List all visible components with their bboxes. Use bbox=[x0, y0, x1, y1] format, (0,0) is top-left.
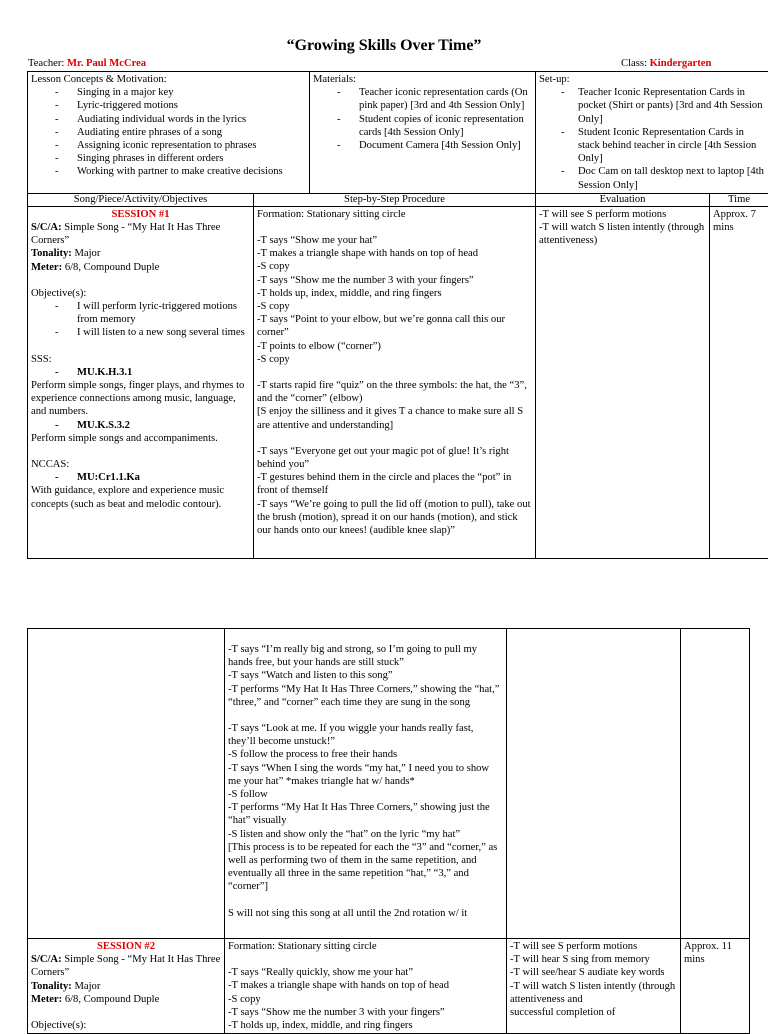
session2-row bbox=[28, 939, 750, 1034]
tonality-label: Tonality: bbox=[31, 248, 72, 259]
procedure-line: -T makes a triangle shape with hands on top of head bbox=[257, 247, 532, 260]
concepts-list bbox=[31, 86, 306, 178]
concept-item: - Singing phrases in different orders bbox=[31, 152, 306, 165]
session1-procedure-cell bbox=[254, 206, 536, 558]
meter-label: Meter: bbox=[31, 994, 62, 1005]
concept-item: - Working with partner to make creative decisions bbox=[31, 165, 306, 178]
session2-sca bbox=[31, 953, 221, 979]
setup-list bbox=[539, 86, 765, 192]
concept-item: - Lyric-triggered motions bbox=[31, 99, 306, 112]
material-item: - Student copies of iconic representation cards [4th Session Only] bbox=[313, 113, 532, 139]
continuation-time-cell bbox=[681, 629, 750, 939]
objectives-title: Objective(s): bbox=[31, 1019, 221, 1032]
document-title: “Growing Skills Over Time” bbox=[0, 36, 768, 56]
procedure-line: S will not sing this song at all until the 2nd rotation w/ it bbox=[228, 907, 503, 920]
lesson-table-page1 bbox=[27, 71, 768, 559]
standard-code: - MU:Cr1.1.Ka bbox=[31, 471, 250, 484]
tonality-text: Major bbox=[72, 248, 101, 259]
objectives-title: Objective(s): bbox=[31, 287, 250, 300]
procedure-line: -S copy bbox=[257, 260, 532, 273]
evaluation-line: -T will watch S listen intently (through attentiveness and bbox=[510, 980, 677, 1006]
sca-label: S/C/A: bbox=[31, 954, 62, 965]
session1-meter bbox=[31, 261, 250, 274]
procedure-line: -S follow the process to free their hands bbox=[228, 748, 503, 761]
procedure-line: -T says “Really quickly, show me your hat” bbox=[228, 966, 503, 979]
session2-time-cell: Approx. 11 mins bbox=[681, 939, 750, 1034]
tonality-text: Major bbox=[72, 981, 101, 992]
procedure-line: Formation: Stationary sitting circle bbox=[257, 208, 532, 221]
procedure-line: -S copy bbox=[257, 353, 532, 366]
procedure-line: -T performs “My Hat It Has Three Corners,” showing just the “hat” visually bbox=[228, 801, 503, 827]
sca-text: Simple Song - “My Hat It Has Three Corners” bbox=[31, 222, 220, 246]
class-label: Class: bbox=[621, 58, 650, 69]
evaluation-line: -T will see S perform motions bbox=[539, 208, 706, 221]
standard-code-list bbox=[31, 366, 250, 379]
evaluation-line: successful completion of bbox=[510, 1006, 677, 1019]
continuation-procedure-cell bbox=[225, 629, 507, 939]
session1-sca bbox=[31, 221, 250, 247]
materials-title: Materials: bbox=[313, 73, 532, 86]
continuation-evaluation-cell bbox=[507, 629, 681, 939]
col-header-time: Time bbox=[710, 193, 768, 206]
standard-code: - MU.K.H.3.1 bbox=[31, 366, 250, 379]
standard-text: Perform simple songs and accompaniments. bbox=[31, 432, 250, 445]
teacher-label: Teacher: bbox=[28, 58, 67, 69]
evaluation-line: -T will see S perform motions bbox=[510, 940, 677, 953]
objective-item: - I will listen to a new song several times bbox=[31, 326, 250, 339]
sss-title: SSS: bbox=[31, 353, 250, 366]
setup-item: - Doc Cam on tall desktop next to laptop [4th Session Only] bbox=[539, 165, 765, 191]
meter-text: 6/8, Compound Duple bbox=[62, 994, 159, 1005]
procedure-line: Formation: Stationary sitting circle bbox=[228, 940, 503, 953]
session1-row bbox=[28, 206, 768, 558]
lesson-table-page2 bbox=[27, 628, 750, 1034]
material-item: - Teacher iconic representation cards (On pink paper) [3rd and 4th Session Only] bbox=[313, 86, 532, 112]
session1-label: SESSION #1 bbox=[31, 208, 250, 221]
procedure-line: -T gestures behind them in the circle and places the “pot” in front of themself bbox=[257, 471, 532, 497]
evaluation-line: -T will see/hear S audiate key words bbox=[510, 966, 677, 979]
meter-label: Meter: bbox=[31, 262, 62, 273]
teacher-line bbox=[28, 57, 146, 70]
concept-item: - Audiating individual words in the lyrics bbox=[31, 113, 306, 126]
procedure-line: -S copy bbox=[257, 300, 532, 313]
meter-text: 6/8, Compound Duple bbox=[62, 262, 159, 273]
procedure-line: -T holds up, index, middle, and ring fingers bbox=[257, 287, 532, 300]
session2-label: SESSION #2 bbox=[31, 940, 221, 953]
sca-label: S/C/A: bbox=[31, 222, 62, 233]
concepts-cell bbox=[28, 72, 310, 194]
session1-time-cell: Approx. 7 mins bbox=[710, 206, 768, 558]
standard-code-list bbox=[31, 471, 250, 484]
procedure-line: -T says “Everyone get out your magic pot of glue! It’s right behind you” bbox=[257, 445, 532, 471]
concepts-title: Lesson Concepts & Motivation: bbox=[31, 73, 306, 86]
procedure-line: [S enjoy the silliness and it gives T a chance to make sure all S are attentive and understanding] bbox=[257, 405, 532, 431]
objectives-list bbox=[31, 300, 250, 340]
concept-item: - Assigning iconic representation to phrases bbox=[31, 139, 306, 152]
procedure-line: -T says “Point to your elbow, but we’re gonna call this our corner” bbox=[257, 313, 532, 339]
procedure-line: -T says “Show me the number 3 with your fingers” bbox=[257, 274, 532, 287]
procedure-line: -T performs “My Hat It Has Three Corners,” showing the “hat,” “three,” and “corner” each time they are sung in the song bbox=[228, 683, 503, 709]
col-header-song: Song/Piece/Activity/Objectives bbox=[28, 193, 254, 206]
session2-objectives-cell bbox=[28, 939, 225, 1034]
materials-list bbox=[313, 86, 532, 152]
procedure-line: -T says “Show me the number 3 with your fingers” bbox=[228, 1006, 503, 1019]
procedure-line: [This process is to be repeated for each the “3” and “corner,” as well as performing two of them in the same repetition, and eventually all three in the same repetition “hat,” “3,” and “corner”] bbox=[228, 841, 503, 894]
procedure-line: -S copy bbox=[228, 993, 503, 1006]
concept-item: - Audiating entire phrases of a song bbox=[31, 126, 306, 139]
procedure-line: -T holds up, index, middle, and ring fingers bbox=[228, 1019, 503, 1032]
evaluation-line: -T will watch S listen intently (through attentiveness) bbox=[539, 221, 706, 247]
material-item: - Document Camera [4th Session Only] bbox=[313, 139, 532, 152]
procedure-line: -T points to elbow (“corner”) bbox=[257, 340, 532, 353]
procedure-line: -T says “When I sing the words “my hat,” I need you to show me your hat” *makes triangle hat w/ hands* bbox=[228, 762, 503, 788]
continuation-row bbox=[28, 629, 750, 939]
session1-tonality bbox=[31, 247, 250, 260]
class-name: Kindergarten bbox=[650, 58, 712, 69]
procedure-line: -T starts rapid fire “quiz” on the three symbols: the hat, the “3”, and the “corner” (elbow) bbox=[257, 379, 532, 405]
session2-procedure-cell bbox=[225, 939, 507, 1034]
class-line bbox=[621, 57, 711, 70]
setup-item: - Teacher Iconic Representation Cards in pocket (Shirt or pants) [3rd and 4th Session Only] bbox=[539, 86, 765, 126]
sca-text: Simple Song - “My Hat It Has Three Corners” bbox=[31, 954, 220, 978]
procedure-line: -T makes a triangle shape with hands on top of head bbox=[228, 979, 503, 992]
standard-text: With guidance, explore and experience music concepts (such as beat and melodic contour). bbox=[31, 484, 250, 510]
materials-cell bbox=[310, 72, 536, 194]
objective-item: - I will perform lyric-triggered motions from memory bbox=[31, 300, 250, 326]
procedure-line: -T says “Watch and listen to this song” bbox=[228, 669, 503, 682]
tonality-label: Tonality: bbox=[31, 981, 72, 992]
session1-evaluation-cell bbox=[536, 206, 710, 558]
procedure-line: -T says “Show me your hat” bbox=[257, 234, 532, 247]
standard-code: - MU.K.S.3.2 bbox=[31, 419, 250, 432]
session2-tonality bbox=[31, 980, 221, 993]
column-header-row bbox=[28, 193, 768, 206]
procedure-line: -T says “Look at me. If you wiggle your hands really fast, they’ll become unstuck!” bbox=[228, 722, 503, 748]
procedure-line: -T says “I’m really big and strong, so I’m going to pull my hands free, but your hands are still stuck” bbox=[228, 643, 503, 669]
session1-objectives-cell bbox=[28, 206, 254, 558]
standard-code-list bbox=[31, 419, 250, 432]
col-header-evaluation: Evaluation bbox=[536, 193, 710, 206]
nccas-title: NCCAS: bbox=[31, 458, 250, 471]
setup-item: - Student Iconic Representation Cards in stack behind teacher in circle [4th Session Only] bbox=[539, 126, 765, 166]
standard-text: Perform simple songs, finger plays, and rhymes to experience connections among music, language, and numbers. bbox=[31, 379, 250, 419]
setup-title: Set-up: bbox=[539, 73, 765, 86]
procedure-line: -T says “We’re going to pull the lid off (motion to pull), take out the brush (motion), spread it on our hands (motion), and stick our hands onto our knees! (audible knee slap)” bbox=[257, 498, 532, 538]
session2-evaluation-cell bbox=[507, 939, 681, 1034]
procedure-line: -S listen and show only the “hat” on the lyric “my hat” bbox=[228, 828, 503, 841]
continuation-objectives-cell bbox=[28, 629, 225, 939]
concept-item: - Singing in a major key bbox=[31, 86, 306, 99]
procedure-line: -S follow bbox=[228, 788, 503, 801]
teacher-name: Mr. Paul McCrea bbox=[67, 58, 146, 69]
session2-meter bbox=[31, 993, 221, 1006]
col-header-procedure: Step-by-Step Procedure bbox=[254, 193, 536, 206]
evaluation-line: -T will hear S sing from memory bbox=[510, 953, 677, 966]
setup-cell bbox=[536, 72, 768, 194]
